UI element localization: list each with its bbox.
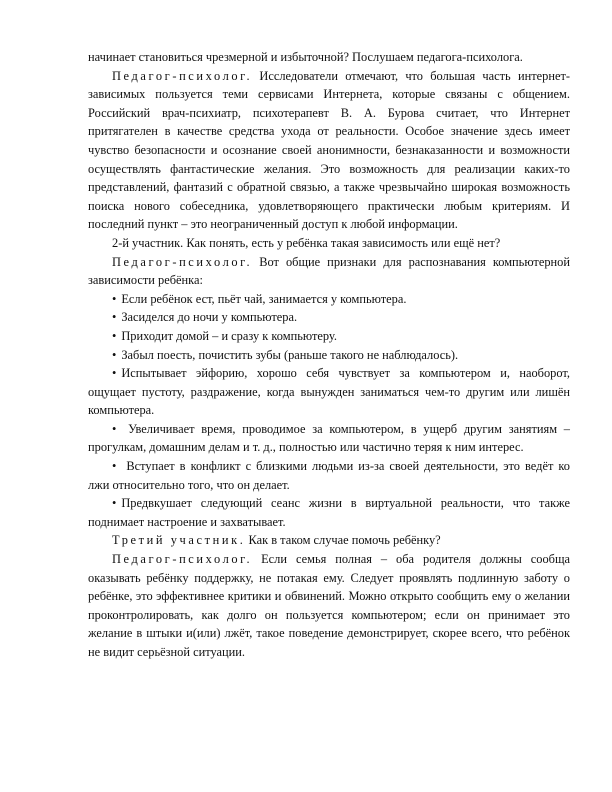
paragraph-text: начинает становиться чрезмерной и избыточной? Послушаем педагога-психолога.	[88, 50, 523, 64]
paragraph-text: Как в таком случае помочь ребёнку?	[245, 533, 441, 548]
bullet-text: Вступает в конфликт с близкими людьми из-за своей деятельности, это ведёт ко лжи относительно того, что он делает.	[88, 459, 570, 492]
bullet-text: Засиделся до ночи у компьютера.	[121, 310, 298, 325]
bullet-item-8	[88, 494, 570, 531]
bullet-icon: •	[112, 421, 117, 436]
paragraph-13	[88, 531, 570, 550]
bullet-item-2	[88, 308, 570, 327]
paragraph-4	[88, 253, 570, 290]
speaker-label: Педагог-психолог.	[112, 68, 253, 83]
bullet-item-5	[88, 364, 570, 420]
bullet-icon: •	[112, 459, 117, 474]
paragraph-text: Вот общие признаки для распознавания компьютерной зависимости ребёнка:	[88, 254, 570, 288]
bullet-icon: •	[112, 328, 117, 343]
bullet-item-3	[88, 327, 570, 346]
paragraph-text: 2-й участник. Как понять, есть у ребёнка такая зависимость или ещё нет?	[112, 235, 501, 250]
bullet-text: Забыл поесть, почистить зубы (раньше такого не наблюдалось).	[121, 347, 459, 362]
bullet-icon: •	[112, 291, 117, 306]
bullet-text: Увеличивает время, проводимое за компьютером, в ущерб другим занятиям – прогулкам, домашним делам и т. д., полностью или частично теряя к ним интерес.	[88, 421, 570, 455]
bullet-icon: •	[112, 310, 117, 325]
bullet-text: Если ребёнок ест, пьёт чай, занимается у компьютера.	[121, 291, 407, 306]
bullet-icon: •	[112, 366, 117, 381]
document-page	[88, 48, 570, 662]
paragraph-2	[88, 67, 570, 234]
bullet-item-6	[88, 420, 570, 457]
speaker-label: Педагог-психолог.	[112, 254, 253, 269]
bullet-item-4	[88, 346, 570, 365]
bullet-item-1	[88, 290, 570, 309]
paragraph-text: Исследователи отмечают, что большая часть интернет-зависимых пользуется теми сервисами Интернета, которые связаны с общением. Российский врач-психиатр, психотерапевт В. А. Бурова считает, что Интернет притягателен в качестве средства ухода от реальности. Особое значение здесь имеет чувство безопасности и осознание своей анонимности, безнаказанности и возможности осуществлять фантастические желания. Это возможность для реализации каких-то представлений, фантазий с обратной связью, а также чрезвычайно широкая возможность поиска нового собеседника, удовлетворяющего практически любым критериям. И последний пункт – это неограниченный доступ к любой информации.	[88, 68, 570, 232]
bullet-item-7	[88, 457, 570, 494]
paragraph-text: Если семья полная – оба родителя должны сообща оказывать ребёнку поддержку, не потакая ему. Следует проявлять подлинную заботу о ребёнке, это эффективнее критики и обвинений. Можно открыто сообщить ему о желании проконтролировать, как долго он пользуется компьютером; если он принимает это желание в штыки и(или) лжёт, такое поведение демонстрирует, скорее всего, что ребёнок не видит серьёзной ситуации.	[88, 552, 570, 659]
bullet-icon: •	[112, 347, 117, 362]
speaker-label: Педагог-психолог.	[112, 552, 253, 567]
speaker-label: Третий участник.	[112, 533, 246, 548]
paragraph-1	[88, 48, 570, 67]
paragraph-14	[88, 550, 570, 662]
bullet-text: Предвкушает следующий сеанс жизни в виртуальной реальности, что также поднимает настроение и захватывает.	[88, 496, 570, 529]
bullet-text: Приходит домой – и сразу к компьютеру.	[121, 328, 337, 343]
paragraph-3	[88, 234, 570, 253]
bullet-text: Испытывает эйфорию, хорошо себя чувствует за компьютером и, наоборот, ощущает пустоту, раздражение, когда вынужден заниматься чем-то другим или лишён компьютера.	[88, 366, 570, 418]
bullet-icon: •	[112, 496, 117, 511]
